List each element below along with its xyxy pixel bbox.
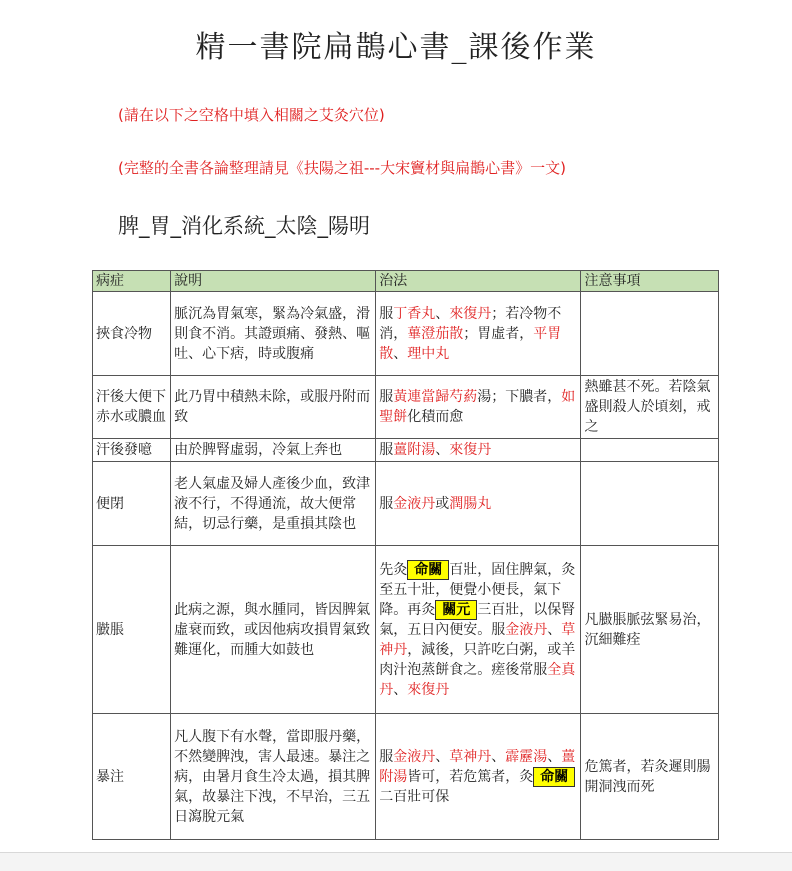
table-row — [93, 714, 719, 840]
treatment-text: 、 — [393, 345, 408, 362]
description-cell: 由於脾腎虛弱，冷氣上奔也 — [171, 439, 376, 462]
header-notes: 注意事項 — [581, 271, 719, 292]
treatment-cell[interactable] — [376, 439, 581, 462]
homework-table — [92, 270, 719, 840]
remedy-name: 來復丹 — [449, 305, 492, 322]
remedy-name: 草神丹 — [449, 748, 492, 765]
notes-cell[interactable]: 熱雖甚不死。若陰氣盛則殺人於頃刻，戒之 — [581, 376, 719, 439]
remedy-name: 金液丹 — [505, 621, 548, 638]
disease-cell: 挾食冷物 — [93, 292, 171, 376]
treatment-cell[interactable] — [376, 292, 581, 376]
remedy-name: 霹靂湯 — [505, 748, 548, 765]
disease-cell: 暴注 — [93, 714, 171, 840]
description-cell: 凡人腹下有水聲，當即服丹藥，不然變脾洩，害人最速。暴注之病，由暑月食生冷太過，損其脾氣，故暴注下洩，不早治，三五日瀉脫元氣 — [171, 714, 376, 840]
treatment-text: 二百壯可保 — [379, 788, 450, 805]
remedy-name: 金液丹 — [393, 495, 436, 512]
document-title: 精一書院扁鵲心書_課後作業 — [195, 30, 597, 65]
treatment-text: 、 — [491, 748, 506, 765]
remedy-name: 草神丹 — [379, 621, 576, 658]
header-description: 說明 — [171, 271, 376, 292]
remedy-name: 潤腸丸 — [449, 495, 492, 512]
treatment-text: 服 — [379, 389, 394, 405]
section-title: 脾_胃_消化系統_太陰_陽明 — [118, 214, 370, 238]
treatment-cell[interactable] — [376, 376, 581, 439]
remedy-name: 理中丸 — [407, 345, 450, 362]
treatment-text: 服 — [379, 495, 394, 512]
notes-cell[interactable] — [581, 462, 719, 546]
disease-cell: 便閉 — [93, 462, 171, 546]
remedy-name: 蓽澄茄散 — [407, 325, 464, 342]
treatment-cell[interactable] — [376, 714, 581, 840]
treatment-text: 湯；下膿者， — [477, 389, 562, 405]
reference-note: (完整的全書各論整理請見《扶陽之祖---大宋竇材與扁鵲心書》一文) — [118, 159, 566, 177]
treatment-text: 、 — [435, 305, 450, 322]
header-treatment: 治法 — [376, 271, 581, 292]
remedy-name: 如聖餅 — [379, 389, 576, 425]
treatment-cell[interactable] — [376, 546, 581, 714]
treatment-text: 百壯，固住脾氣，灸至五十壯，便覺小便長，氣下降。再灸 — [379, 561, 576, 618]
treatment-text: ；若冷物不消， — [379, 305, 562, 342]
treatment-text: ，減後，只許吃白粥，或羊肉汁泡蒸餅食之。瘥後常服 — [379, 641, 576, 678]
table-row — [93, 376, 719, 439]
treatment-text: 或 — [435, 495, 450, 512]
acupoint-highlight: 命關 — [407, 560, 449, 580]
acupoint-highlight: 命關 — [533, 767, 575, 787]
treatment-text: 、 — [393, 681, 408, 698]
treatment-text: 服 — [379, 305, 394, 322]
treatment-text: 化積而愈 — [407, 409, 464, 425]
treatment-text: ；胃虛者， — [463, 325, 534, 342]
remedy-name: 來復丹 — [407, 681, 450, 698]
treatment-text: 服 — [379, 442, 394, 458]
status-bar — [0, 853, 792, 871]
treatment-text: 、 — [547, 621, 562, 638]
remedy-name: 平胃散 — [379, 325, 562, 362]
treatment-cell[interactable] — [376, 462, 581, 546]
remedy-name: 薑附湯 — [379, 748, 576, 785]
treatment-text: 、 — [435, 442, 450, 458]
description-cell: 此乃胃中積熱未除，或服丹附而致 — [171, 376, 376, 439]
treatment-text: 、 — [547, 748, 562, 765]
notes-cell[interactable]: 凡臌脹脈弦緊易治，沉細難痊 — [581, 546, 719, 714]
notes-cell[interactable] — [581, 439, 719, 462]
table-row — [93, 439, 719, 462]
table-row — [93, 292, 719, 376]
treatment-text: 服 — [379, 748, 394, 765]
disease-cell: 汗後發噫 — [93, 439, 171, 462]
treatment-text: 先灸 — [379, 561, 408, 578]
description-cell: 脈沉為胃氣寒，緊為冷氣盛，滑則食不消。其證頭痛、發熱、嘔吐、心下痞，時或腹痛 — [171, 292, 376, 376]
remedy-name: 丁香丸 — [393, 305, 436, 322]
treatment-text: 皆可，若危篤者，灸 — [407, 768, 534, 785]
disease-cell: 臌脹 — [93, 546, 171, 714]
remedy-name: 全真丹 — [379, 661, 576, 698]
instruction-note: (請在以下之空格中填入相關之艾灸穴位) — [118, 106, 385, 124]
remedy-name: 來復丹 — [449, 442, 492, 458]
remedy-name: 黃連當歸芍葯 — [393, 389, 478, 405]
acupoint-highlight: 關元 — [435, 600, 477, 620]
description-cell: 老人氣虛及婦人產後少血，致津液不行，不得通流，故大便常結，切忌行藥，是重損其陰也 — [171, 462, 376, 546]
description-cell: 此病之源，與水腫同，皆因脾氣虛衰而致，或因他病攻損胃氣致難運化，而腫大如鼓也 — [171, 546, 376, 714]
table-row — [93, 462, 719, 546]
table-header-row — [93, 271, 719, 292]
notes-cell[interactable]: 危篤者，若灸遲則腸開洞洩而死 — [581, 714, 719, 840]
remedy-name: 薑附湯 — [393, 442, 436, 458]
treatment-text: 、 — [435, 748, 450, 765]
notes-cell[interactable] — [581, 292, 719, 376]
treatment-text: 三百壯，以保腎氣，五日內便安。服 — [379, 601, 576, 638]
disease-cell: 汗後大便下赤水或膿血 — [93, 376, 171, 439]
remedy-name: 金液丹 — [393, 748, 436, 765]
header-disease: 病症 — [93, 271, 171, 292]
table-row — [93, 546, 719, 714]
